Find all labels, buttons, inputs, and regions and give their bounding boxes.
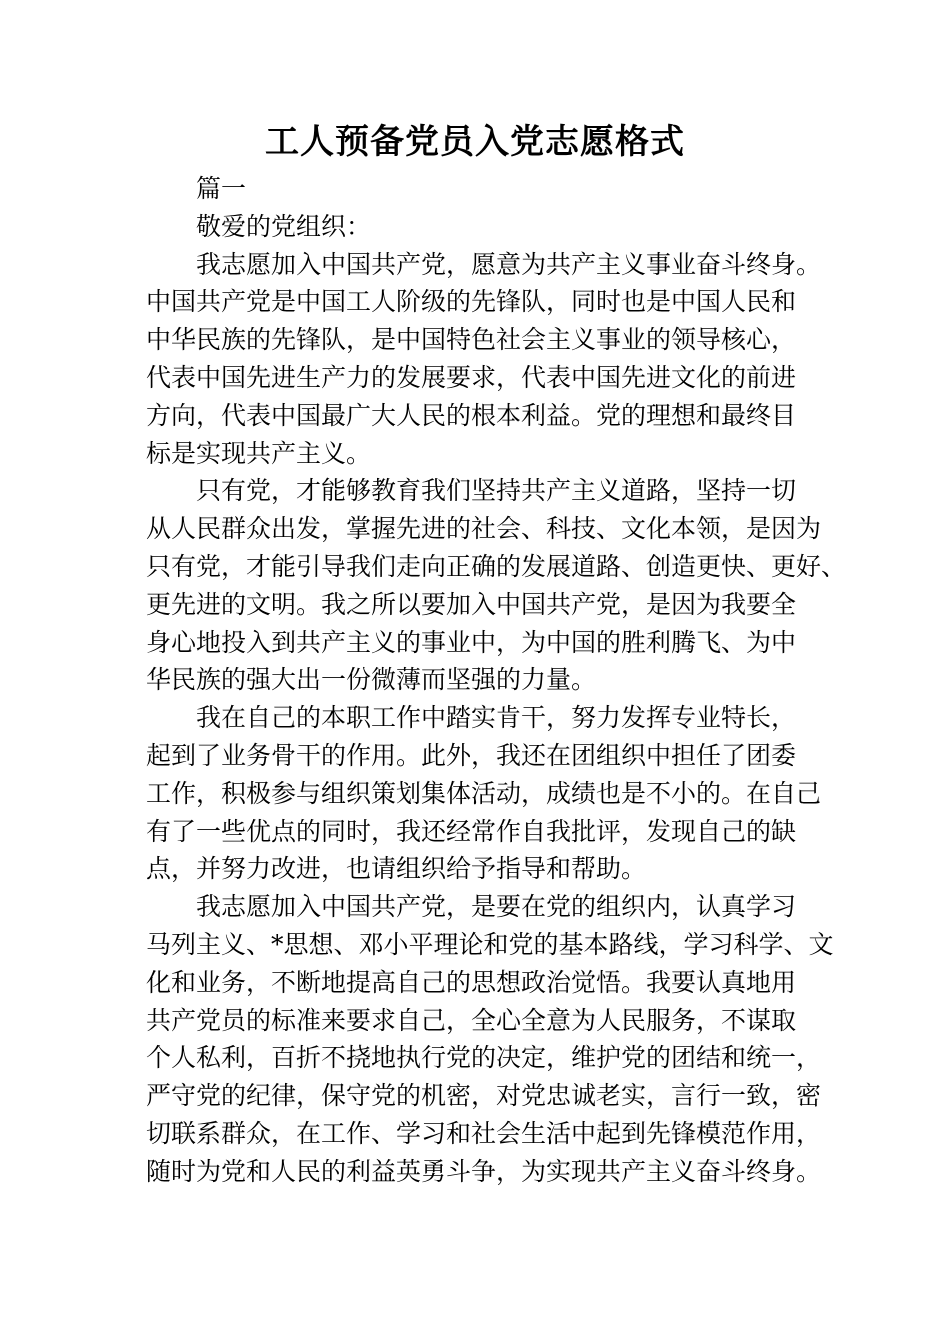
body-line: 工作，积极参与组织策划集体活动，成绩也是不小的。在自己 <box>146 778 822 808</box>
document-title: 工人预备党员入党志愿格式 <box>265 122 685 162</box>
body-line: 从人民群众出发，掌握先进的社会、科技、文化本领，是因为 <box>146 514 822 544</box>
body-line: 华民族的强大出一份微薄而坚强的力量。 <box>146 665 597 695</box>
body-line: 个人私利，百折不挠地执行党的决定，维护党的团结和统一， <box>146 1043 822 1073</box>
body-line: 有了一些优点的同时，我还经常作自我批评，发现自己的缺 <box>146 816 797 846</box>
body-line: 中国共产党是中国工人阶级的先锋队，同时也是中国人民和 <box>146 287 797 317</box>
body-line: 起到了业务骨干的作用。此外，我还在团组织中担任了团委 <box>146 740 797 770</box>
body-line: 代表中国先进生产力的发展要求，代表中国先进文化的前进 <box>146 362 797 392</box>
body-line: 只有党，才能引导我们走向正确的发展道路、创造更快、更好、 <box>146 551 847 581</box>
body-line: 更先进的文明。我之所以要加入中国共产党，是因为我要全 <box>146 589 797 619</box>
body-line: 标是实现共产主义。 <box>146 438 372 468</box>
body-line: 中华民族的先锋队，是中国特色社会主义事业的领导核心， <box>146 325 797 355</box>
body-line: 我志愿加入中国共产党，愿意为共产主义事业奋斗终身。 <box>196 249 822 279</box>
body-line: 马列主义、*思想、邓小平理论和党的基本路线，学习科学、文 <box>146 929 834 959</box>
body-line: 切联系群众，在工作、学习和社会生活中起到先锋模范作用， <box>146 1118 822 1148</box>
body-line: 化和业务，不断地提高自己的思想政治觉悟。我要认真地用 <box>146 967 797 997</box>
section-label: 篇一 <box>196 174 247 203</box>
body-line: 随时为党和人民的利益英勇斗争，为实现共产主义奋斗终身。 <box>146 1156 822 1186</box>
body-line: 身心地投入到共产主义的事业中，为中国的胜利腾飞、为中 <box>146 627 797 657</box>
document-body <box>146 170 847 1191</box>
body-line: 我在自己的本职工作中踏实肯干，努力发挥专业特长， <box>196 703 797 733</box>
body-line: 共产党员的标准来要求自己，全心全意为人民服务，不谋取 <box>146 1005 797 1035</box>
salutation: 敬爱的党组织： <box>196 211 372 241</box>
body-line: 方向，代表中国最广大人民的根本利益。党的理想和最终目 <box>146 400 797 430</box>
body-line: 严守党的纪律，保守党的机密，对党忠诚老实，言行一致，密 <box>146 1081 822 1111</box>
body-line: 只有党，才能够教育我们坚持共产主义道路，坚持一切 <box>196 476 797 506</box>
body-line: 点，并努力改进，也请组织给予指导和帮助。 <box>146 854 647 884</box>
body-line: 我志愿加入中国共产党，是要在党的组织内，认真学习 <box>196 892 797 922</box>
